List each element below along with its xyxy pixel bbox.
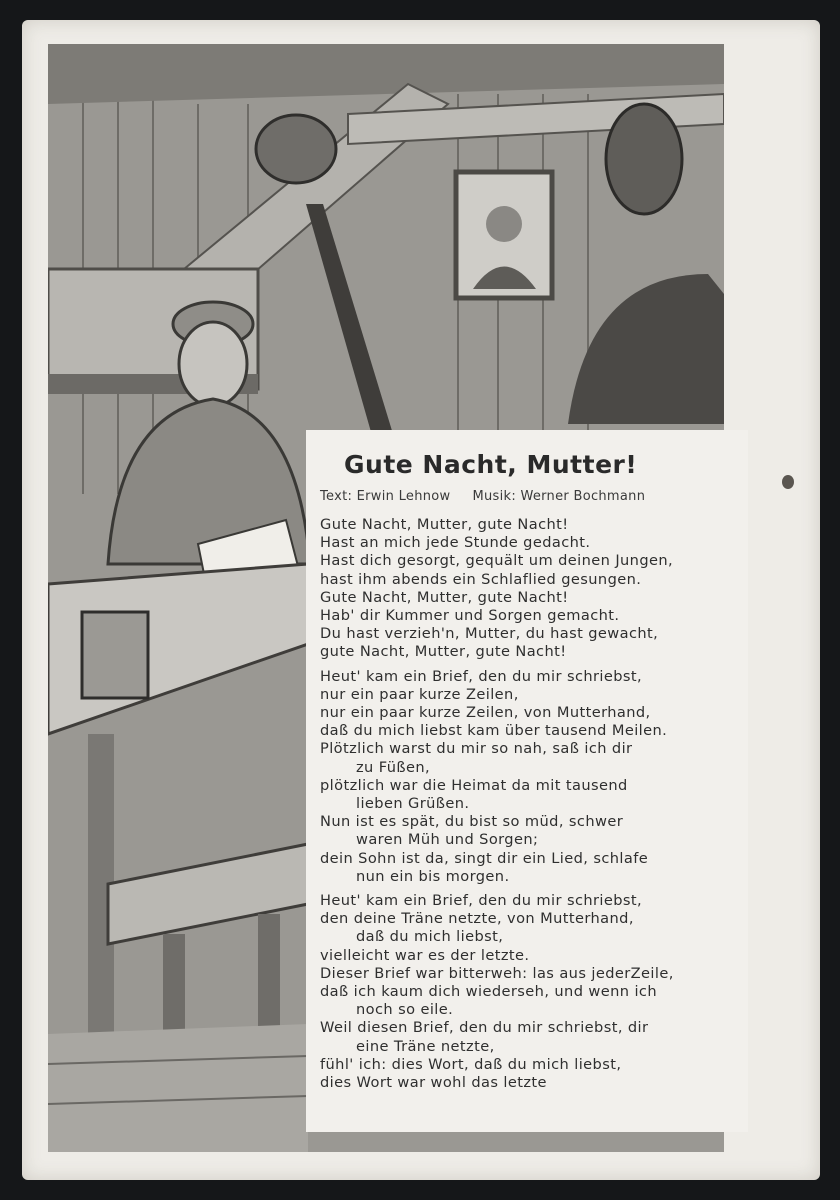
mess-tin [82, 612, 148, 698]
lyric-line: Heut' kam ein Brief, den du mir schriebst, [320, 892, 643, 910]
lyric-line: plötzlich war die Heimat da mit tausend [320, 776, 628, 794]
stanza [320, 668, 748, 886]
lyric-line: Du hast verzieh'n, Mutter, du hast gewacht, [320, 625, 659, 643]
song-text-panel [306, 430, 748, 1132]
lyric-line: Dieser Brief war bitterweh: las aus jederZeile, [320, 964, 674, 982]
text-credit: Text: Erwin Lehnow [320, 489, 451, 504]
lyric-line: nun ein bis morgen. [356, 867, 510, 885]
lyric-line: daß ich kaum dich wiederseh, und wenn ich [320, 983, 657, 1001]
lyric-line: Hast an mich jede Stunde gedacht. [320, 534, 591, 552]
lyric-line: eine Träne netzte, [356, 1037, 495, 1055]
lyric-line: dein Sohn ist da, singt dir ein Lied, schlafe [320, 849, 649, 867]
song-title: Gute Nacht, Mutter! [344, 450, 638, 479]
lyric-line: Nun ist es spät, du bist so müd, schwer [320, 813, 624, 831]
lyric-line: nur ein paar kurze Zeilen, [320, 685, 519, 703]
music-credit: Musik: Werner Bochmann [472, 489, 646, 504]
stanza [320, 516, 748, 662]
soldier-face [179, 322, 247, 406]
stanza [320, 892, 748, 1092]
lyric-line: fühl' ich: dies Wort, daß du mich liebst, [320, 1055, 622, 1073]
lyric-line: Heut' kam ein Brief, den du mir schriebst, [320, 667, 643, 685]
lyric-line: gute Nacht, Mutter, gute Nacht! [320, 643, 567, 661]
lyric-line: noch so eile. [356, 1001, 454, 1019]
card-hole [782, 475, 794, 489]
lyric-line: Gute Nacht, Mutter, gute Nacht! [320, 516, 569, 533]
lyric-line: Plötzlich warst du mir so nah, saß ich dir [320, 740, 633, 758]
lyrics [320, 516, 748, 1092]
lyric-line: zu Füßen, [356, 758, 431, 776]
hanging-gear [606, 104, 682, 214]
lyric-line: dies Wort war wohl das letzte [320, 1074, 547, 1092]
lyric-line: Gute Nacht, Mutter, gute Nacht! [320, 588, 569, 606]
lyric-line: lieben Grüßen. [356, 795, 470, 813]
lyric-line: daß du mich liebst, [356, 928, 504, 946]
floor [48, 1024, 308, 1152]
lyric-line: waren Müh und Sorgen; [356, 831, 539, 849]
lyric-line: Hab' dir Kummer und Sorgen gemacht. [320, 607, 620, 625]
lyric-line: Hast dich gesorgt, gequält um deinen Jungen, [320, 552, 674, 570]
lyric-line: hast ihm abends ein Schlaflied gesungen. [320, 570, 642, 588]
portrait-face [486, 206, 522, 242]
lyric-line: daß du mich liebst kam über tausend Meilen. [320, 722, 668, 740]
hanging-cap [256, 115, 336, 183]
song-credits [320, 489, 748, 504]
lyric-line: Weil diesen Brief, den du mir schriebst, dir [320, 1019, 649, 1037]
lyric-line: vielleicht war es der letzte. [320, 946, 530, 964]
lyric-line: den deine Träne netzte, von Mutterhand, [320, 910, 634, 928]
lyric-line: nur ein paar kurze Zeilen, von Mutterhand, [320, 704, 651, 722]
